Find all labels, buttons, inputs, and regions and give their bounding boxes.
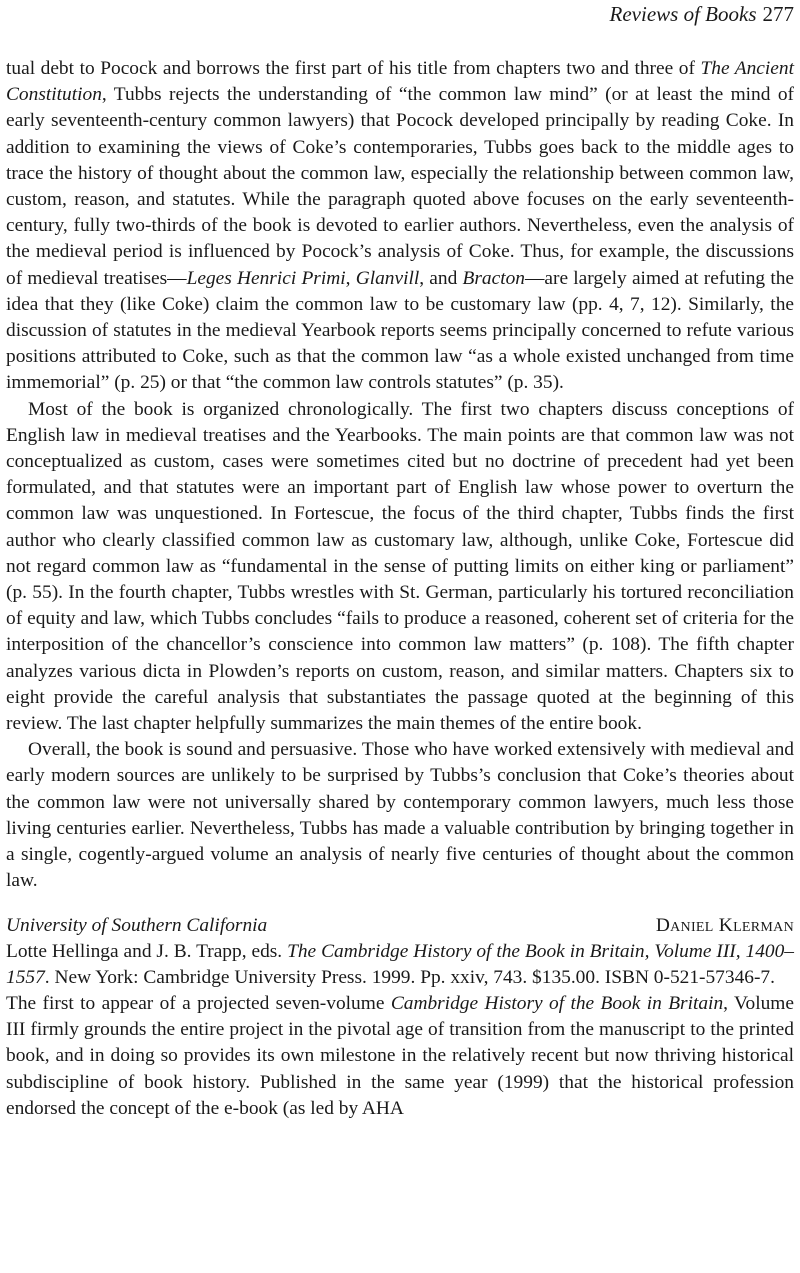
text-run: tual debt to Pocock and borrows the first part of his title from chapters two and three of (6, 58, 701, 79)
review1-paragraph-2: Most of the book is organized chronologically. The first two chapters discuss conceptions of English law in medieval treatises and the Yearbooks. The main points are that common law was not conceptualized as custom, cases were sometimes cited but no doctrine of precedent had yet been formulated, and that statutes were an important part of English law whose power to overturn the common law was unquestioned. In Fortescue, the focus of the third chapter, Tubbs finds the first author who clearly classified common law as customary law, although, unlike Coke, Fortescue did not regard common law as “fundamental in the sense of putting limits on either king or parliament” (p. 55). In the fourth chapter, Tubbs wrestles with St. German, particularly his tortured reconciliation of equity and law, which Tubbs concludes “fails to produce a reasoned, coherent set of criteria for the interposition of the chancellor’s conscience into common law matters” (p. 108). The fifth chapter analyzes various dicta in Plowden’s reports on custom, reason, and similar matters. Chapters six to eight provide the careful analysis that substantiates the passage quoted at the beginning of this review. The last chapter helpfully summarizes the main themes of the entire book. (6, 398, 794, 735)
text-run: , Tubbs rejects the understanding of “the common law mind” (or at least the mind of early seventeenth-century common lawyers) that Pocock developed principally by reading Coke. In addition to examining the views of Coke’s contemporaries, Tubbs goes back to the middle ages to trace the history of thought about the common law, especially the relationship between common law, custom, reason, and statutes. While the paragraph quoted above focuses on the early seventeenth-century, fully two-thirds of the book is devoted to earlier authors. Nevertheless, even the analysis of the medieval period is influenced by Pocock’s analysis of Coke. Thus, for example, the discussions of medieval treatises— (6, 84, 794, 289)
text-run: . New York: Cambridge University Press. 1999. Pp. xxiv, 743. $135.00. ISBN 0-521-57346-7. (44, 966, 775, 988)
text-run: , and (419, 267, 463, 289)
review1-paragraph-1 (6, 56, 794, 397)
review2-paragraph-1 (6, 991, 794, 1122)
italic-run: Glanvill (355, 267, 420, 289)
italic-run: Leges Henrici Primi (186, 267, 346, 289)
italic-run: Bracton (462, 267, 525, 289)
text-run: , (345, 267, 356, 289)
review1-paragraph-3: Overall, the book is sound and persuasive. Those who have worked extensively with medieval and early modern sources are unlikely to be surprised by Tubbs’s conclusion that Coke’s theories about the common law were not universally shared by contemporary common lawyers, much less those living centuries earlier. Nevertheless, Tubbs has made a valuable contribution by bringing together in a single, cogently-argued volume an analysis of nearly five centuries of thought about the common law. (6, 739, 794, 892)
article-body (6, 56, 794, 1122)
page-number: 277 (762, 2, 794, 26)
running-head (610, 2, 794, 26)
text-run: Lotte Hellinga and J. B. Trapp, eds. (6, 940, 288, 962)
review-signature (6, 913, 794, 939)
italic-run: The Cambridge History of the Book in Britain, Volume III, 1400–1557 (6, 940, 794, 988)
section-title: Reviews of Books (609, 2, 757, 26)
text-run: —are largely aimed at refuting the idea that they (like Coke) claim the common law to be customary law (pp. 4, 7, 12). Similarly, the discussion of statutes in the medieval Yearbook reports seems principally concerned to refute various positions attributed to Coke, such as that the common law “as a whole existed unchanged from time immemorial” (p. 25) or that “the common law controls statutes” (p. 35). (6, 267, 795, 394)
book-citation (6, 939, 794, 991)
text-run: , Volume III firmly grounds the entire project in the pivotal age of transition from the manuscript to the printed book, and in doing so provides its own milestone in the relatively recent but now thriving historical subdiscipline of book history. Published in the same year (1999) that the historical profession endorsed the concept of the e-book (as led by AHA (6, 992, 794, 1119)
reviewer-affiliation: University of Southern California (6, 914, 268, 936)
italic-run: The Ancient Constitution (6, 58, 794, 106)
reviewer-name: Daniel Klerman (655, 914, 794, 936)
text-run: The first to appear of a projected seven-volume (6, 992, 391, 1014)
italic-run: Cambridge History of the Book in Britain (390, 992, 724, 1014)
